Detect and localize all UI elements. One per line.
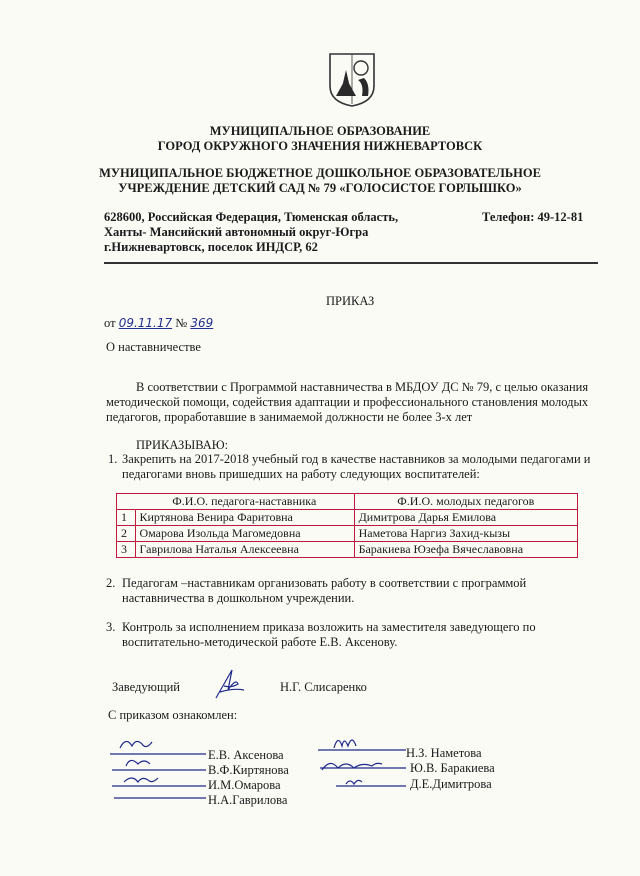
org-line-2: ГОРОД ОКРУЖНОГО ЗНАЧЕНИЯ НИЖНЕВАРТОВСК bbox=[157, 139, 483, 153]
young-name: Наметова Наргиз Захид-кызы bbox=[354, 526, 577, 542]
young-name: Баракиева Юзефа Вячеславовна bbox=[354, 542, 577, 558]
order-number: 369 bbox=[190, 316, 214, 330]
row-number: 1 bbox=[117, 510, 136, 526]
row-number: 2 bbox=[117, 526, 136, 542]
head-name: Н.Г. Слисаренко bbox=[280, 680, 367, 694]
table-row bbox=[117, 542, 578, 558]
table-header-row bbox=[117, 494, 578, 510]
number-label: № bbox=[175, 316, 188, 330]
item-1-number: 1. bbox=[108, 452, 118, 466]
header-divider bbox=[104, 262, 598, 264]
item-2-line-1: Педагогам –наставникам организовать работу в соответствии с программой bbox=[122, 576, 527, 590]
order-title: ПРИКАЗ bbox=[326, 294, 375, 308]
preamble-line-1: В соответствии с Программой наставничества в МБДОУ ДС № 79, с целью оказания bbox=[136, 380, 589, 394]
preamble-line-2: методической помощи, содействия адаптации и профессионального становления молодых bbox=[106, 395, 589, 409]
header-mentor: Ф.И.О. педагога-наставника bbox=[135, 494, 354, 510]
table-row bbox=[117, 526, 578, 542]
acquainted-right-3: Д.Е.Димитрова bbox=[410, 777, 492, 791]
mentor-name: Киртянова Венира Фаритовна bbox=[135, 510, 354, 526]
head-title: Заведующий bbox=[112, 680, 180, 694]
order-date: 09.11.17 bbox=[118, 316, 173, 330]
row-number: 3 bbox=[117, 542, 136, 558]
org-line-3: МУНИЦИПАЛЬНОЕ БЮДЖЕТНОЕ ДОШКОЛЬНОЕ ОБРАЗОВАТЕЛЬНОЕ bbox=[99, 166, 541, 180]
item-2-number: 2. bbox=[106, 576, 116, 590]
young-name: Димитрова Дарья Емилова bbox=[354, 510, 577, 526]
acquainted-left-3: И.М.Омарова bbox=[208, 778, 281, 792]
table-row bbox=[117, 510, 578, 526]
item-2-line-2: наставничества в дошкольном учреждении. bbox=[122, 591, 355, 605]
item-1-line-1: Закрепить на 2017-2018 учебный год в качестве наставников за молодыми педагогами и bbox=[122, 452, 591, 466]
phone: Телефон: 49-12-81 bbox=[482, 210, 584, 224]
mentor-name: Омарова Изольда Магомедовна bbox=[135, 526, 354, 542]
address-line-2: Ханты- Мансийский автономный округ-Югра bbox=[104, 225, 369, 239]
acquainted-right-2: Ю.В. Баракиева bbox=[410, 761, 495, 775]
preamble-line-3: педагогов, проработавшие в занимаемой должности не более 3-х лет bbox=[106, 410, 473, 424]
acquainted-right-1: Н.З. Наметова bbox=[406, 746, 482, 760]
order-date-line bbox=[104, 316, 213, 331]
acquainted-label: С приказом ознакомлен: bbox=[108, 708, 238, 722]
mentor-table bbox=[116, 493, 578, 558]
acquainted-left-4: Н.А.Гаврилова bbox=[208, 793, 288, 807]
acquainted-left-2: В.Ф.Киртянова bbox=[208, 763, 289, 777]
header-young: Ф.И.О. молодых педагогов bbox=[354, 494, 577, 510]
acquaintance-signatures-right-icon bbox=[316, 728, 408, 792]
acquaintance-signatures-left-icon bbox=[108, 734, 208, 806]
address-line-1: 628600, Российская Федерация, Тюменская область, bbox=[104, 210, 399, 224]
acquainted-left-1: Е.В. Аксенова bbox=[208, 748, 284, 762]
order-word: ПРИКАЗЫВАЮ: bbox=[136, 438, 229, 452]
head-signature-icon bbox=[210, 668, 250, 702]
item-3-number: 3. bbox=[106, 620, 116, 634]
item-3-line-1: Контроль за исполнением приказа возложить на заместителя заведующего по bbox=[122, 620, 536, 634]
mentor-name: Гаврилова Наталья Алексеевна bbox=[135, 542, 354, 558]
item-3-line-2: воспитательно-методической работе Е.В. Аксенову. bbox=[122, 635, 398, 649]
address-line-3: г.Нижневартовск, поселок ИНДСР, 62 bbox=[104, 240, 318, 254]
org-line-4: УЧРЕЖДЕНИЕ ДЕТСКИЙ САД № 79 «ГОЛОСИСТОЕ ГОРЛЫШКО» bbox=[118, 181, 522, 195]
org-line-1: МУНИЦИПАЛЬНОЕ ОБРАЗОВАНИЕ bbox=[209, 124, 431, 138]
item-1-line-2: педагогами вновь пришедших на работу следующих воспитателей: bbox=[122, 467, 480, 481]
from-label: от bbox=[104, 316, 116, 330]
order-subject: О наставничестве bbox=[106, 340, 201, 354]
coat-of-arms-icon bbox=[326, 52, 378, 108]
